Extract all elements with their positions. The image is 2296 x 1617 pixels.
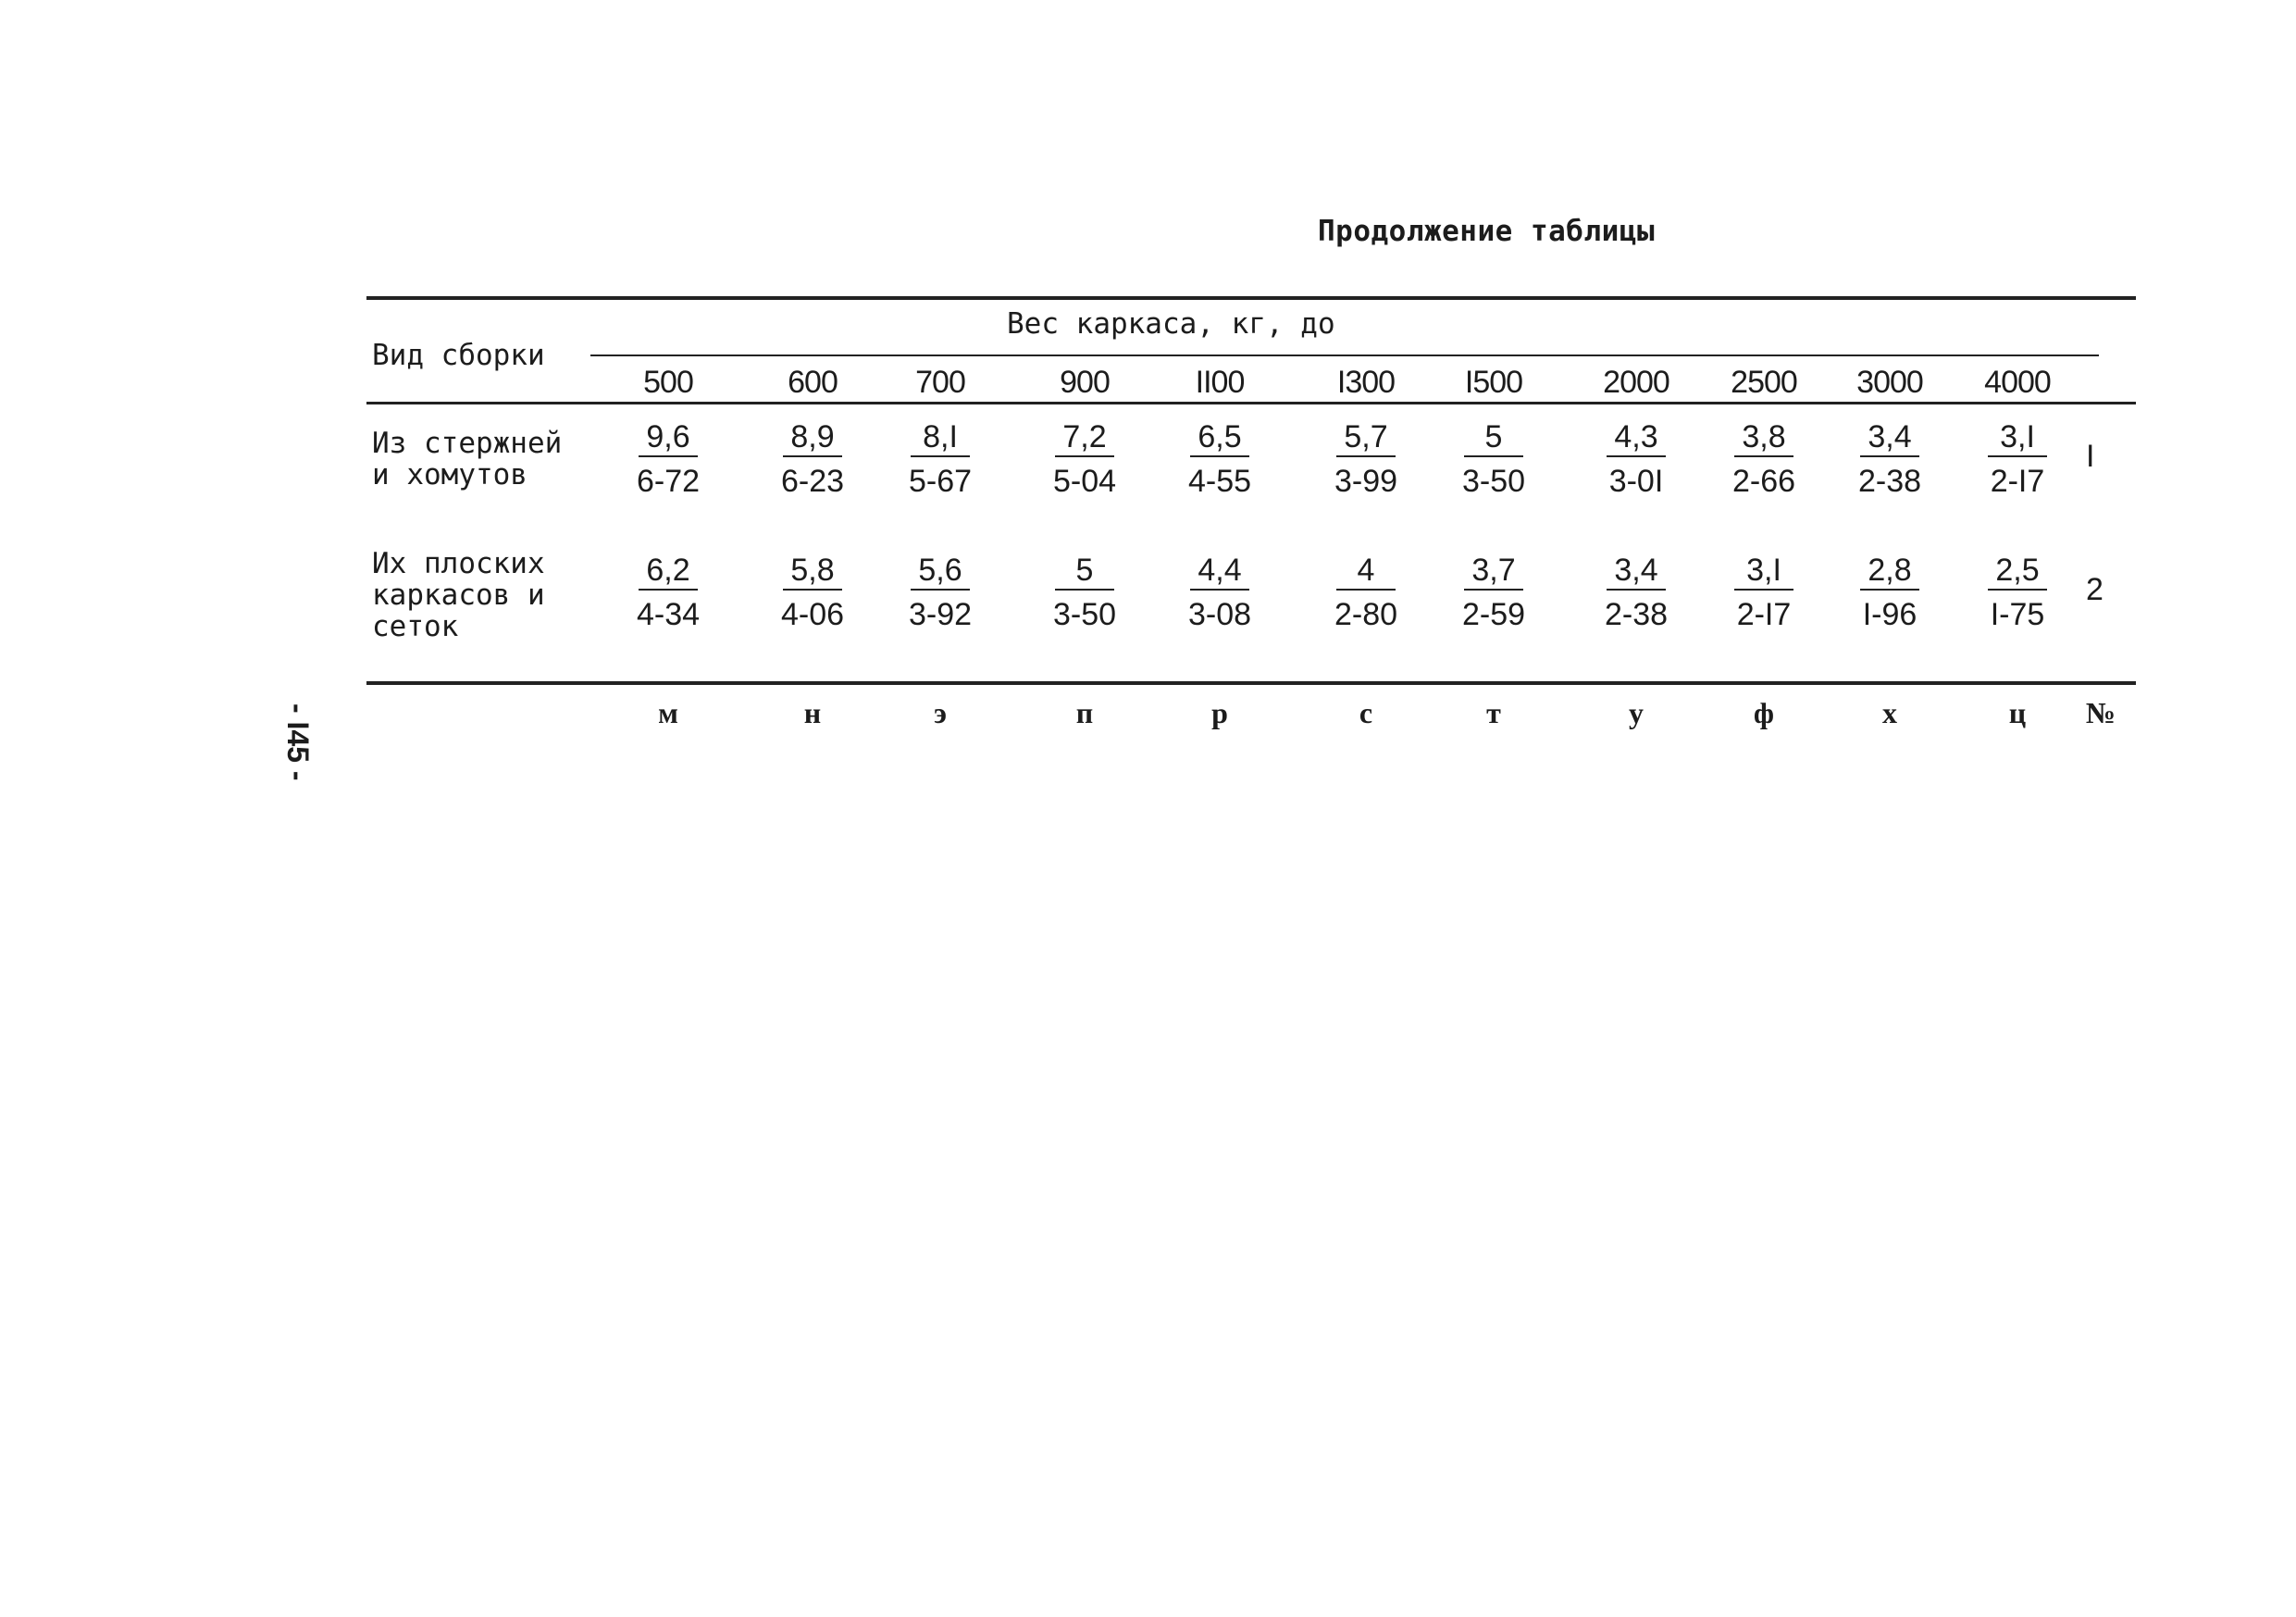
column-letter: н [803,696,822,729]
table-cell [1962,552,2073,633]
cell-price-value: 4-34 [636,597,701,632]
cell-price-value: 2-I7 [1736,597,1792,632]
cell-price-value: 3-92 [908,597,973,632]
table-cell [1310,552,1421,633]
table-top-rule [366,296,2136,300]
cell-price-value: 3-0I [1608,464,1664,499]
cell-price-value: I-96 [1862,597,1917,632]
cell-price-value: 2-I7 [1990,464,2045,499]
table-cell [1164,552,1275,633]
column-header: 600 [788,365,838,400]
column-letter: э [934,696,947,729]
cell-weight-value: 5,6 [911,552,970,591]
cell-weight-value: 3,7 [1464,552,1523,591]
table-cell [1708,552,1819,633]
cell-weight-value: 3,I [1988,418,2047,457]
column-letter: х [1882,696,1897,729]
table-cell [1834,418,1945,500]
column-letter: р [1211,696,1228,729]
cell-price-value: 3-99 [1334,464,1398,499]
cell-weight-value: 2,8 [1860,552,1919,591]
table-cell [613,552,724,633]
cell-price-value: I-75 [1990,597,2045,632]
column-header: 500 [643,365,693,400]
cell-price-value: 3-08 [1187,597,1252,632]
cell-weight-value: 2,5 [1988,552,2047,591]
table-cell [1581,418,1692,500]
table-cell [1438,552,1549,633]
table-bottom-rule [366,681,2136,685]
column-header: 900 [1060,365,1110,400]
cell-weight-value: 4,3 [1607,418,1666,457]
table-cell [757,552,868,633]
cell-price-value: 2-66 [1731,464,1796,499]
cell-weight-value: 9,6 [639,418,698,457]
cell-price-value: 5-67 [908,464,973,499]
column-header: 2500 [1731,365,1797,400]
column-letter: ц [2008,696,2027,729]
cell-price-value: 2-80 [1334,597,1398,632]
row-header-label: Вид сборки [372,339,545,372]
cell-weight-value: 3,4 [1860,418,1919,457]
cell-weight-value: 6,2 [639,552,698,591]
table-cell [757,418,868,500]
column-letter: у [1629,696,1644,729]
cell-weight-value: 8,9 [783,418,842,457]
column-header: 700 [915,365,965,400]
table-cell [1834,552,1945,633]
table-cell [885,418,996,500]
cell-price-value: 2-38 [1857,464,1922,499]
cell-weight-value: 5,7 [1336,418,1396,457]
table-cell [1962,418,2073,500]
cell-weight-value: 3,4 [1607,552,1666,591]
table-cell [885,552,996,633]
table-cell [1581,552,1692,633]
table-cell [1310,418,1421,500]
cell-weight-value: 8,I [911,418,970,457]
cell-price-value: 3-50 [1461,464,1526,499]
table-cell [1708,418,1819,500]
cell-weight-value: 5,8 [783,552,842,591]
column-header: 4000 [1984,365,2051,400]
row-label: Их плоских каркасов и сеток [372,547,545,643]
cell-weight-value: 4 [1336,552,1396,591]
table-cell [1029,552,1140,633]
cell-weight-value: 7,2 [1055,418,1114,457]
table-cell [1029,418,1140,500]
column-letter: п [1075,696,1094,729]
cell-weight-value: 3,I [1734,552,1793,591]
column-header: I300 [1336,365,1396,400]
cell-price-value: 3-50 [1052,597,1117,632]
column-header: I500 [1464,365,1523,400]
cell-weight-value: 6,5 [1190,418,1249,457]
cell-weight-value: 4,4 [1190,552,1249,591]
cell-weight-value: 3,8 [1734,418,1793,457]
cell-price-value: 5-04 [1052,464,1117,499]
column-letter: ф [1753,696,1775,729]
table-cell [613,418,724,500]
column-header: II00 [1195,365,1245,400]
table-cell [1164,418,1275,500]
table-caption: Продолжение таблицы [1318,215,1656,248]
page-number: - I45 - [281,703,315,781]
column-letter: с [1359,696,1373,729]
column-letter: м [658,696,678,729]
cell-price-value: 2-59 [1461,597,1526,632]
cell-weight-value: 5 [1464,418,1523,457]
column-header: 2000 [1603,365,1669,400]
row-number: 2 [2086,572,2104,607]
column-letter: т [1486,696,1501,729]
cell-price-value: 4-06 [780,597,845,632]
row-label: Из стержней и хомутов [372,427,563,491]
row-number: I [2086,439,2095,474]
group-header-rule [590,354,2099,356]
cell-price-value: 4-55 [1187,464,1252,499]
cell-price-value: 6-23 [780,464,845,499]
cell-price-value: 6-72 [636,464,701,499]
number-symbol: № [2085,696,2116,729]
column-header: 3000 [1856,365,1923,400]
cell-price-value: 2-38 [1604,597,1669,632]
group-header-label: Вес каркаса, кг, до [1007,307,1335,341]
header-bottom-rule [366,402,2136,404]
table-cell [1438,418,1549,500]
cell-weight-value: 5 [1055,552,1114,591]
